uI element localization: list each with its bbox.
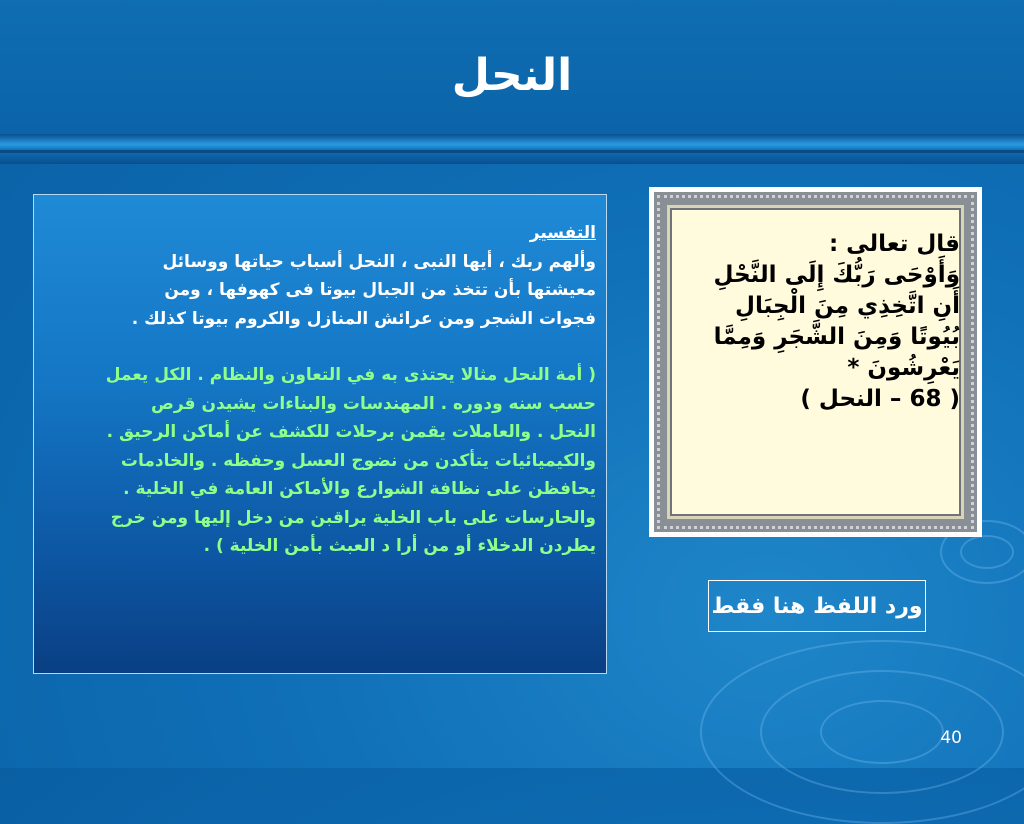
note-label: ورد اللفظ هنا فقط [711,593,923,619]
bee-colony-line: ( أمة النحل مثالا يحتذى به في التعاون والنظام . الكل يعمل [105,365,596,385]
verse-reference: ( 68 – النحل ) [800,386,960,412]
bee-colony-line: يطردن الدخلاء أو من أرا د العبث بأمن الخلية ) . [203,536,596,556]
slide-title: النحل [451,50,573,101]
tafsir-line: معيشتها بأن تتخذ من الجبال بيوتا فى كهوفها ، ومن [164,280,596,300]
water-ripple-decoration [960,535,1014,569]
bee-colony-line: والحارسات على باب الخلية يراقبن من دخل إليها ومن خرج [110,507,596,528]
quran-verse-frame [649,187,982,537]
tafsir-heading: التفسير [529,223,596,243]
bee-colony-line: يحافظن على نظافة الشوارع والأماكن العامة في الخلية . [123,479,596,499]
bee-colony-line: حسب سنه ودوره . المهندسات والبناءات يشيدن قرص [150,393,596,414]
quran-verse-text [675,229,960,415]
page-number: 40 [940,728,962,748]
tafsir-line: فجوات الشجر ومن عرائش المنازل والكروم بيوتا كذلك . [131,308,596,329]
verse-line: أَنِ اتَّخِذِي مِنَ الْجِبَالِ [734,293,960,319]
bee-colony-line: والكيميائيات يتأكدن من نضوج العسل وحفظه . والخادمات [120,450,596,471]
note-box [708,580,926,632]
verse-intro: قال تعالى : [828,231,960,257]
header-divider-band [0,134,1024,164]
verse-line: بُيُوتًا وَمِنَ الشَّجَرِ وَمِمَّا [713,324,960,350]
bee-colony-description [41,361,596,561]
tafsir-panel [33,194,607,674]
header-divider-line [0,150,1024,153]
verse-line: وَأَوْحَى رَبُّكَ إِلَى النَّحْلِ [713,262,960,288]
tafsir-line: وألهم ربك ، أيها النبى ، النحل أسباب حياتها ووسائل [162,251,596,272]
water-ripple-decoration [820,700,944,764]
tafsir-text [41,219,596,561]
bee-colony-line: النحل . والعاملات يقمن برحلات للكشف عن أماكن الرحيق . [106,422,596,442]
verse-line: يَعْرِشُونَ * [847,355,960,381]
